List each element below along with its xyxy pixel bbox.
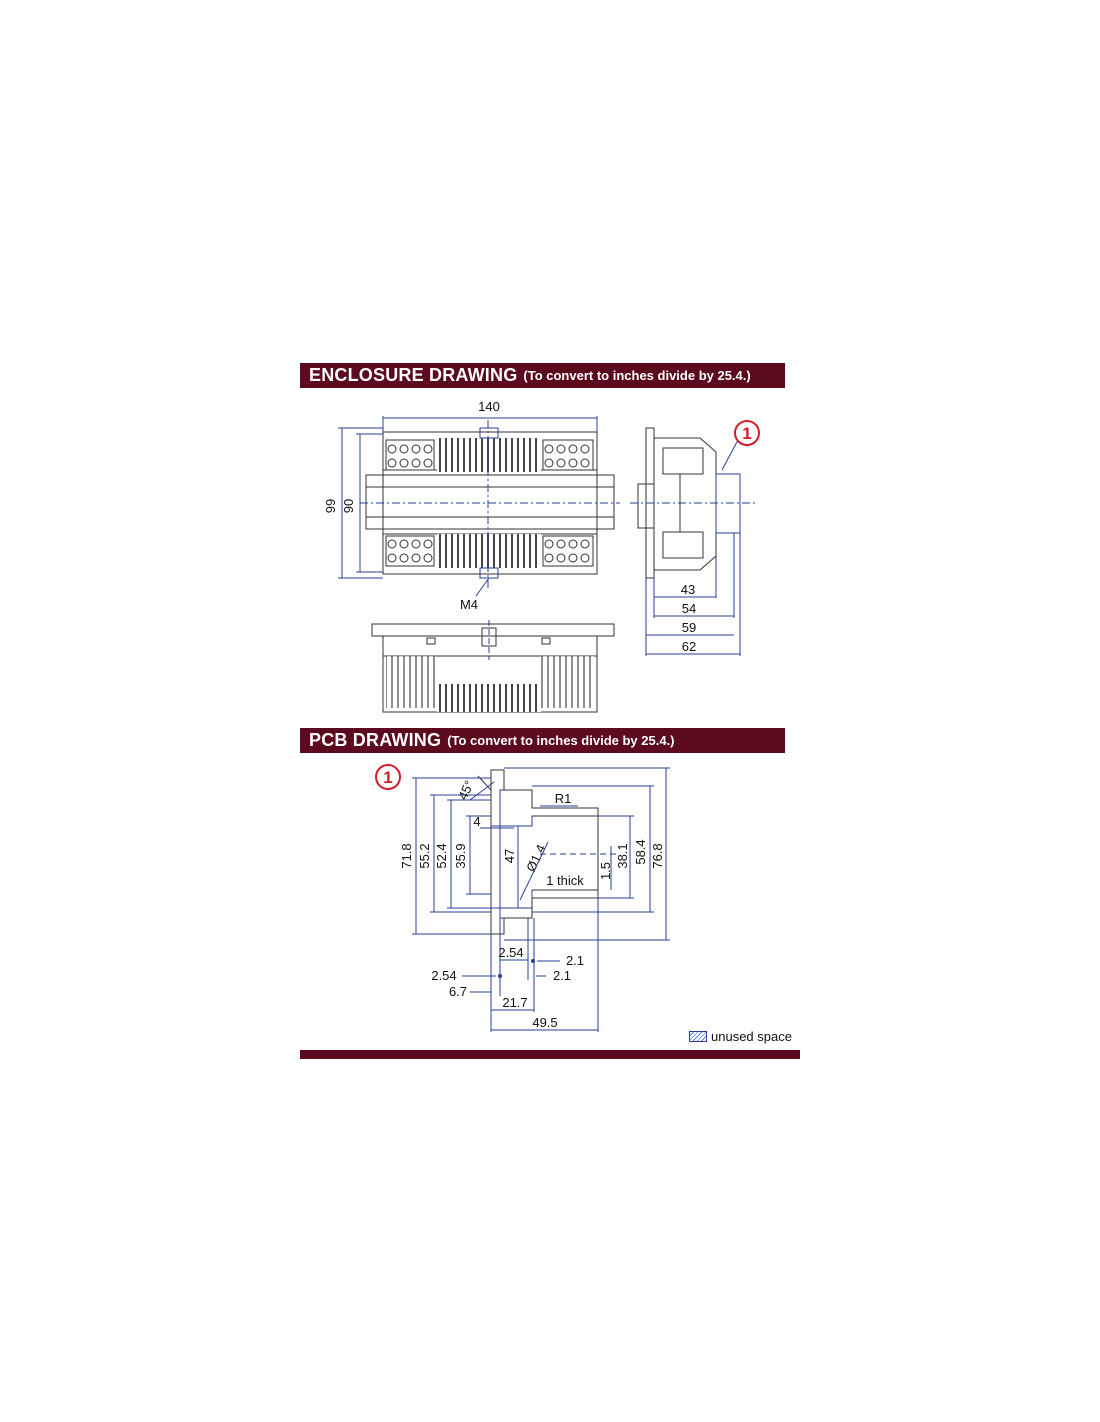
pcb-title: PCB DRAWING bbox=[309, 730, 442, 750]
legend-label: unused space bbox=[711, 1029, 792, 1044]
dim-90: 90 bbox=[341, 498, 356, 514]
terminal-block-bottom-left bbox=[386, 536, 434, 566]
dim-47: 47 bbox=[502, 848, 517, 864]
terminal-block-top-right bbox=[543, 440, 593, 470]
enclosure-title: ENCLOSURE DRAWING bbox=[309, 365, 518, 385]
enclosure-front-view bbox=[323, 399, 620, 612]
dim-49-5: 49.5 bbox=[532, 1015, 558, 1030]
dim-38-1: 38.1 bbox=[615, 843, 630, 869]
dim-21-7: 21.7 bbox=[502, 995, 528, 1010]
dim-1-5: 1.5 bbox=[598, 861, 613, 881]
terminal-block-top-left bbox=[386, 440, 434, 470]
dim-99: 99 bbox=[323, 498, 338, 514]
pcb-subtitle: (To convert to inches divide by 25.4.) bbox=[447, 733, 675, 748]
enclosure-side-view bbox=[630, 421, 759, 656]
bottom-vents bbox=[437, 534, 541, 568]
dim-m4: M4 bbox=[459, 597, 479, 612]
dim-6-7: 6.7 bbox=[448, 984, 468, 999]
enclosure-bottom-view bbox=[372, 620, 614, 712]
dim-hole: Ø1.4 bbox=[523, 842, 549, 875]
enclosure-center-panel bbox=[383, 470, 597, 534]
dim-4: 4 bbox=[473, 814, 481, 829]
dim-140: 140 bbox=[478, 399, 500, 414]
pcb-callout-label: 1 bbox=[383, 768, 393, 787]
dim-76-8: 76.8 bbox=[650, 843, 665, 869]
dim-71-8: 71.8 bbox=[399, 843, 414, 869]
bottom-latch bbox=[480, 568, 498, 578]
enclosure-callout-label: 1 bbox=[742, 424, 752, 443]
terminal-block-bottom-right bbox=[543, 536, 593, 566]
dim-2-1-b: 2.1 bbox=[552, 968, 572, 983]
enclosure-subtitle: (To convert to inches divide by 25.4.) bbox=[523, 368, 751, 383]
dim-45-deg: 45° bbox=[454, 778, 477, 803]
dim-62: 62 bbox=[681, 639, 697, 654]
dim-r1: R1 bbox=[554, 791, 572, 806]
dim-35-9: 35.9 bbox=[453, 843, 468, 869]
dim-2-54-a: 2.54 bbox=[498, 945, 524, 960]
dim-43: 43 bbox=[680, 582, 696, 597]
dim-55-2: 55.2 bbox=[417, 843, 432, 869]
top-vents bbox=[437, 438, 541, 472]
dim-2-54-b: 2.54 bbox=[431, 968, 457, 983]
dim-59: 59 bbox=[681, 620, 697, 635]
dim-1-thick: 1 thick bbox=[546, 873, 584, 888]
top-latch bbox=[480, 428, 498, 438]
dim-2-1-a: 2.1 bbox=[565, 953, 585, 968]
dim-58-4: 58.4 bbox=[633, 839, 648, 865]
dim-52-4: 52.4 bbox=[434, 843, 449, 869]
dim-54: 54 bbox=[681, 601, 697, 616]
din-rail bbox=[366, 475, 614, 529]
